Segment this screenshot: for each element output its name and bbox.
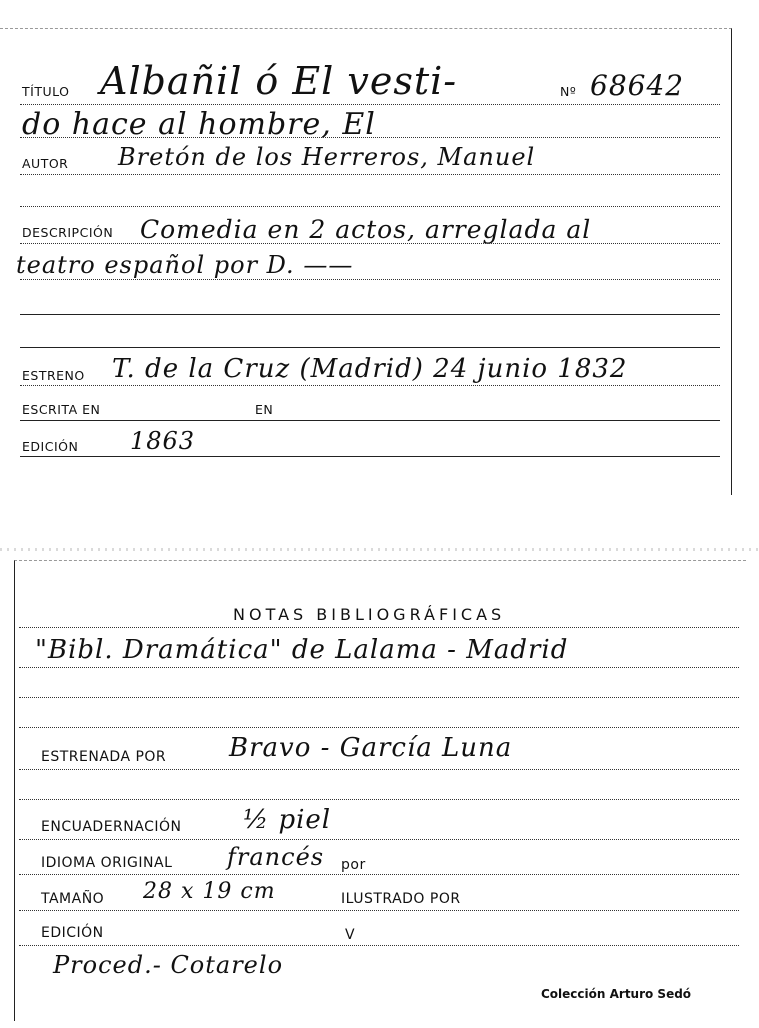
catalog-card-back	[14, 560, 746, 1021]
estrenada-label: ESTRENADA POR	[41, 749, 167, 765]
tamano-value: 28 x 19 cm	[143, 879, 276, 904]
en-label: EN	[255, 402, 274, 417]
encuadernacion-label: ENCUADERNACIÓN	[41, 819, 182, 835]
rule-blank-2	[20, 314, 720, 315]
estreno-value: T. de la Cruz (Madrid) 24 junio 1832	[112, 354, 628, 384]
por-label: por	[341, 857, 366, 873]
rule-notas-3	[19, 727, 739, 728]
proced-value: Proced.- Cotarelo	[53, 951, 284, 979]
idioma-label: IDIOMA ORIGINAL	[41, 855, 173, 871]
rule-heading	[19, 627, 739, 628]
estreno-label: ESTRENO	[22, 368, 85, 383]
edicion-value: 1863	[130, 427, 196, 455]
titulo-label: TÍTULO	[22, 84, 70, 99]
rule-titulo	[20, 104, 720, 105]
rule-idioma	[19, 874, 739, 875]
escrita-en-label: ESCRITA EN	[22, 402, 101, 417]
rule-blank-3	[20, 347, 720, 348]
rule-autor	[20, 174, 720, 175]
autor-value: Bretón de los Herreros, Manuel	[118, 143, 536, 171]
rule-notas-2	[19, 697, 739, 698]
ilustrado-label: ILUSTRADO POR	[341, 891, 461, 907]
descripcion-value-line1: Comedia en 2 actos, arreglada al	[140, 215, 592, 244]
v-label: V	[345, 927, 356, 943]
idioma-value: francés	[227, 843, 325, 871]
separator-speckles	[0, 548, 759, 551]
edicion-back-label: EDICIÓN	[41, 925, 104, 941]
rule-estreno	[20, 385, 720, 386]
titulo-value-line1: Albañil ó El vesti-	[100, 59, 458, 103]
encuadernacion-value: ½ piel	[243, 805, 332, 835]
rule-titulo-2	[20, 137, 720, 138]
descripcion-value-line2: teatro español por D. ——	[16, 251, 354, 279]
notas-value: "Bibl. Dramática" de Lalama - Madrid	[35, 635, 569, 665]
catalog-card-front	[0, 28, 732, 495]
numero-label: Nº	[560, 84, 577, 99]
edicion-label: EDICIÓN	[22, 439, 79, 454]
estrenada-value: Bravo - García Luna	[229, 733, 513, 763]
descripcion-label: DESCRIPCIÓN	[22, 225, 114, 240]
numero-value: 68642	[590, 69, 685, 102]
coleccion-footer: Colección Arturo Sedó	[541, 987, 692, 1001]
rule-estrenada	[19, 769, 739, 770]
rule-edicion-back	[19, 945, 739, 946]
rule-descripcion-2	[20, 279, 720, 280]
tamano-label: TAMAÑO	[41, 891, 105, 907]
rule-edicion	[20, 456, 720, 457]
rule-encuadernacion	[19, 839, 739, 840]
rule-blank-back	[19, 799, 739, 800]
rule-tamano	[19, 910, 739, 911]
rule-descripcion	[20, 243, 720, 244]
notas-heading: NOTAS BIBLIOGRÁFICAS	[233, 605, 506, 624]
rule-blank-1	[20, 206, 720, 207]
rule-notas	[19, 667, 739, 668]
titulo-value-line2: do hace al hombre, El	[22, 107, 376, 142]
autor-label: AUTOR	[22, 156, 69, 171]
rule-escrita	[20, 420, 720, 421]
